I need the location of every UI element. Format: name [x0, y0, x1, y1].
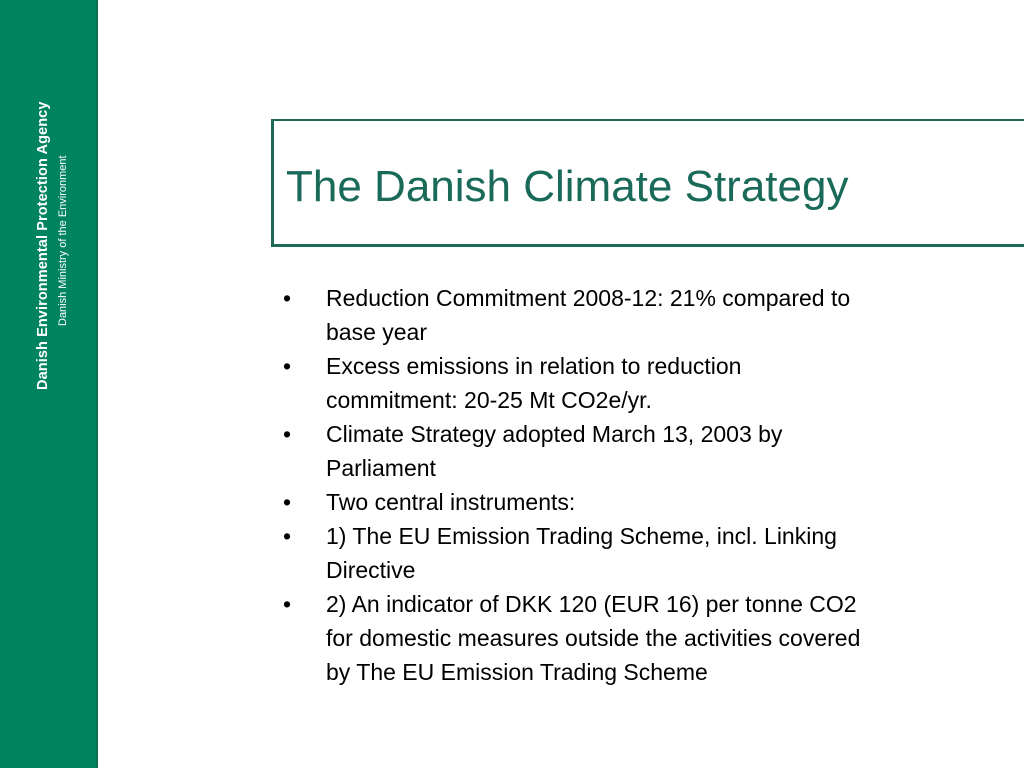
bullet-marker: •	[283, 489, 292, 515]
ministry-logo-text: Danish Ministry of the Environment	[57, 155, 69, 326]
list-item	[283, 485, 1003, 519]
slide-title: The Danish Climate Strategy	[286, 162, 849, 211]
bullet-text-line: Reduction Commitment 2008-12: 21% compared to	[326, 285, 851, 311]
list-item	[283, 349, 1003, 417]
bullet-text-line: 2) An indicator of DKK 120 (EUR 16) per tonne CO2	[326, 591, 857, 617]
bullet-marker: •	[283, 523, 292, 549]
bullet-text-line: by The EU Emission Trading Scheme	[326, 659, 708, 685]
bullet-text-line: commitment: 20-25 Mt CO2e/yr.	[326, 387, 652, 413]
list-item	[283, 519, 1003, 587]
list-item	[283, 417, 1003, 485]
bullet-marker: •	[283, 421, 292, 447]
bullet-text-line: Parliament	[326, 455, 436, 481]
bullet-text-line: Two central instruments:	[326, 489, 576, 515]
bullet-text-line: Climate Strategy adopted March 13, 2003 by	[326, 421, 783, 447]
bullet-text-line: Directive	[326, 557, 416, 583]
bullet-list	[283, 281, 1003, 689]
bullet-text-line: 1) The EU Emission Trading Scheme, incl. Linking	[326, 523, 837, 549]
bullet-marker: •	[283, 353, 292, 379]
list-item	[283, 587, 1003, 689]
bullet-text-line: Excess emissions in relation to reduction	[326, 353, 742, 379]
organization-logo-text: Danish Environmental Protection Agency	[35, 101, 51, 390]
bullet-marker: •	[283, 285, 292, 311]
bullet-text-line: for domestic measures outside the activities covered	[326, 625, 861, 651]
sidebar-band	[0, 0, 98, 768]
list-item	[283, 281, 1003, 349]
bullet-marker: •	[283, 591, 292, 617]
bullet-text-line: base year	[326, 319, 428, 345]
